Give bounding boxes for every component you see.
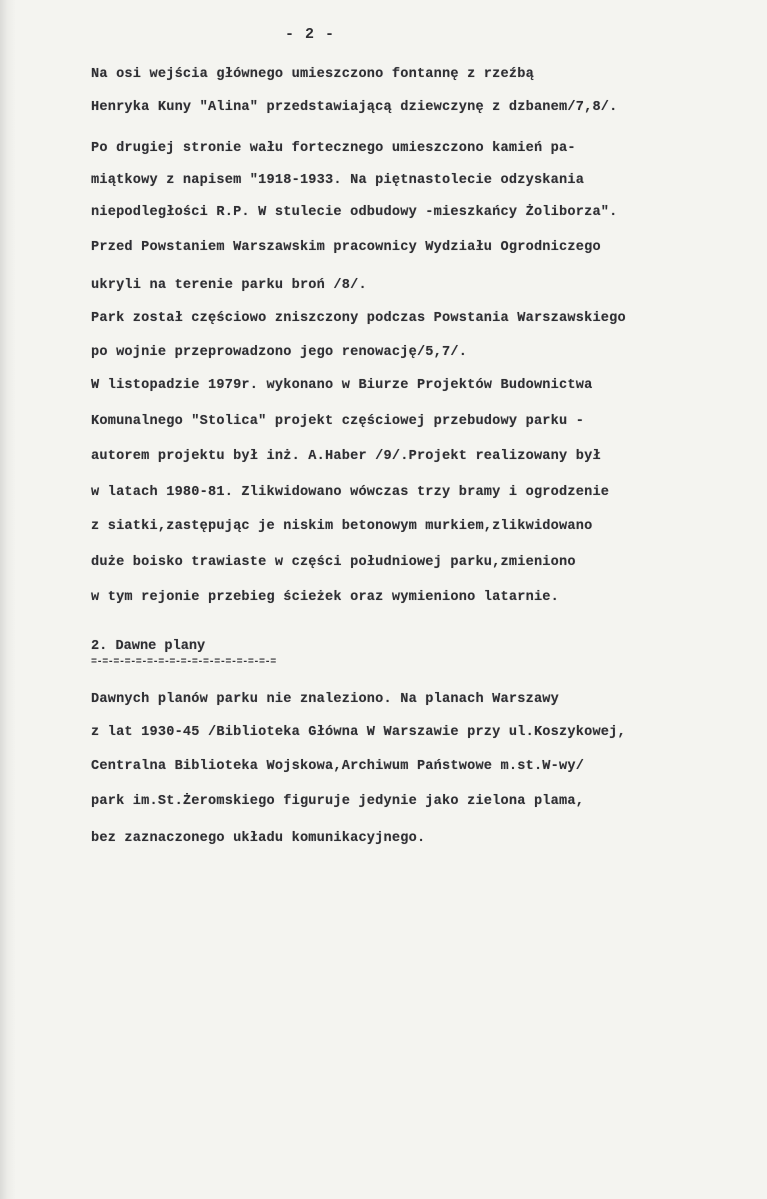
text-line: Centralna Biblioteka Wojskowa,Archiwum Państwowe m.st.W-wy/	[91, 759, 585, 774]
text-line: Henryka Kuny "Alina" przedstawiającą dziewczynę z dzbanem/7,8/.	[91, 100, 618, 115]
text-line: z lat 1930-45 /Biblioteka Główna W Warszawie przy ul.Koszykowej,	[91, 725, 626, 740]
text-line: ukryli na terenie parku broń /8/.	[91, 278, 367, 293]
text-line: autorem projektu był inż. A.Haber /9/.Projekt realizowany był	[91, 449, 601, 464]
text-line: Po drugiej stronie wału fortecznego umieszczono kamień pa-	[91, 141, 576, 156]
text-line: Na osi wejścia głównego umieszczono fontannę z rzeźbą	[91, 67, 534, 82]
heading-underline: =-=-=-=-=-=-=-=-=-=-=-=-=-=-=-=-=	[91, 657, 276, 668]
text-line: w latach 1980-81. Zlikwidowano wówczas trzy bramy i ogrodzenie	[91, 485, 610, 500]
page-number: - 2 -	[284, 26, 335, 43]
text-line: Park został częściowo zniszczony podczas Powstania Warszawskiego	[91, 311, 626, 326]
text-line: z siatki,zastępując je niskim betonowym murkiem,zlikwidowano	[91, 519, 593, 534]
text-line: park im.St.Żeromskiego figuruje jedynie jako zielona plama,	[91, 794, 585, 809]
text-line: Przed Powstaniem Warszawskim pracownicy Wydziału Ogrodniczego	[91, 240, 601, 255]
text-line: W listopadzie 1979r. wykonano w Biurze Projektów Budownictwa	[91, 378, 593, 393]
text-line: Dawnych planów parku nie znaleziono. Na planach Warszawy	[91, 692, 560, 707]
text-line: miątkowy z napisem "1918-1933. Na piętnastolecie odzyskania	[91, 173, 585, 188]
text-line: w tym rejonie przebieg ścieżek oraz wymieniono latarnie.	[91, 590, 560, 605]
text-line: po wojnie przeprowadzono jego renowację/5,7/.	[91, 345, 468, 360]
section-heading: 2. Dawne plany	[91, 639, 206, 654]
text-line: niepodległości R.P. W stulecie odbudowy -mieszkańcy Żoliborza".	[91, 205, 618, 220]
text-line: duże boisko trawiaste w części południowej parku,zmieniono	[91, 555, 576, 570]
text-line: bez zaznaczonego układu komunikacyjnego.	[91, 831, 426, 846]
text-line: Komunalnego "Stolica" projekt częściowej przebudowy parku -	[91, 414, 585, 429]
